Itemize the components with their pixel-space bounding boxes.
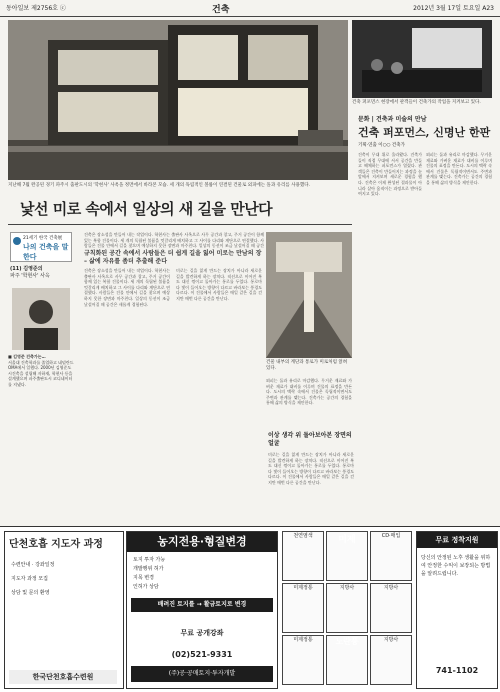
interior-photo bbox=[266, 232, 352, 358]
ad2-row: 인허가 상담 bbox=[133, 584, 159, 590]
side-section-label: 문화 | 건축과 미술의 만남 bbox=[358, 116, 427, 123]
ad1-item: 수련안내 · 강좌일정 bbox=[11, 562, 55, 568]
side-headline: 건축 퍼포먼스, 신명난 한판 bbox=[358, 126, 491, 139]
author-number: (11) 김영준의 bbox=[10, 266, 43, 272]
bio-block bbox=[8, 354, 74, 387]
ad2-sub: 무료 공개강좌 bbox=[180, 629, 224, 637]
ad2-phone: (02)521-9331 bbox=[171, 650, 233, 659]
building-photo bbox=[8, 20, 348, 180]
ad-retire[interactable] bbox=[416, 531, 498, 689]
masthead-left: 동아일보 제2756호 ⓒ bbox=[6, 5, 66, 12]
side-body-col1: 건축이 무대 위로 올라왔다. 건축가들이 직접 무대에 서서 공간을 만들고 해체하는 퍼포먼스가 열렸다. 관객들은 건축이 만들어지는 과정을 눈앞에서 지켜보며 새로운 경험을 했다. 건축은 이제 완성된 결과물이 아니라 살아 움직이는 과정으로 받아들여지고 있다. bbox=[358, 152, 422, 197]
building-illustration bbox=[8, 20, 348, 180]
tile[interactable]: 지방사 bbox=[370, 635, 412, 685]
ad-tiles bbox=[282, 531, 412, 687]
badge-top: 21세기 한국 건축展 bbox=[23, 236, 63, 241]
main-headline: 낯선 미로 속에서 일상의 새 길을 만난다 bbox=[20, 200, 273, 218]
badge-circle-icon bbox=[13, 237, 21, 245]
performance-illustration bbox=[352, 20, 492, 98]
ad4-phone: 741-1102 bbox=[435, 666, 479, 675]
ad1-footer: 한국단천호흡수련원 bbox=[9, 670, 117, 684]
performance-photo bbox=[352, 20, 492, 98]
badge-main: 나의 건축을 말한다 bbox=[23, 243, 69, 261]
tile[interactable]: 미제정통 bbox=[282, 583, 324, 633]
tile[interactable]: 지방사 bbox=[326, 583, 368, 633]
masthead-date: 2012년 3월 17일 토요일 A23 bbox=[413, 5, 494, 12]
side-byline: 기획·연출 이○○ 건축가 bbox=[358, 143, 405, 148]
side-body-col2: 외피는 돌과 유리로 마감했다. 무거운 재료와 가벼운 재료가 대비를 이루며 건물의 표정을 만든다. 도시의 맥락 속에서 건물은 독립적이면서도 주변과 관계를 맺는다. 건축가는 공간의 경험을 통해 삶의 방식을 제안한다. bbox=[426, 152, 492, 185]
ad1-item: 지도자 과정 모집 bbox=[11, 576, 48, 582]
bio-heading: ■ 김영준 건축가는… bbox=[8, 354, 46, 359]
tile[interactable]: 미제 bbox=[326, 531, 368, 581]
body-col4: 미로는 길을 잃게 만드는 장치가 아니라 새로운 길을 발견하게 하는 장치다. 직선으로 이어진 복도 대신 꺾이고 돌아가는 통로를 두었다. 통로마다 빛이 들어오는 방향이 다르고 바라보는 풍경도 다르다. 이 건물에서 사람들은 매일 같은 길을 걷지만 매번 다른 공간을 만난다. bbox=[268, 452, 354, 485]
ad-breathing[interactable] bbox=[4, 531, 124, 689]
ad4-title: 무료 정착지원 bbox=[417, 532, 497, 548]
author-block bbox=[10, 266, 80, 280]
ad2-row: 토지 투자 가능 bbox=[133, 557, 166, 563]
body-intro: 건축은 장소성을 만들어 내는 작업이다. 학현사는 출판사 사옥으로 사무 공간과 창고, 주거 공간이 함께 있는 복합 건물이다. 세 개의 독립된 볼륨을 엇갈리게 배치하고 그 사이를 다리와 계단으로 연결했다. 사람들은 건물 안에서 길을 찾으며 예상하지 못한 장면과 마주친다. 일상의 동선이 조금 낯설어질 때 공간 bbox=[84, 232, 264, 248]
ad1-title: 단천호흡 지도자 과정 bbox=[9, 539, 103, 550]
body-col1: 건축은 장소성을 만들어 내는 작업이다. 학현사는 출판사 사옥으로 사무 공간과 창고, 주거 공간이 함께 있는 복합 건물이다. 세 개의 독립된 볼륨을 엇갈리게 배치하고 그 사이를 다리와 계단으로 연결했다. 사람들은 건물 안에서 길을 찾으며 예상하지 못한 장면과 마주친다. 일상의 동선이 조금 낯설어질 때 공간은 새롭게 경험된다. bbox=[84, 268, 170, 307]
ad-section bbox=[0, 526, 500, 692]
body-col3: 외피는 돌과 유리로 마감했다. 무거운 재료와 가벼운 재료가 대비를 이루며 건물의 표정을 만든다. 도시의 맥락 속에서 건물은 독립적이면서도 주변과 관계를 맺는다. 건축가는 공간의 경험을 통해 삶의 방식을 제안한다. bbox=[266, 378, 352, 406]
interior-illustration bbox=[266, 232, 352, 358]
tile[interactable]: 노란풍 bbox=[326, 635, 368, 685]
performance-caption: 건축 퍼포먼스 현장에서 관객들이 건축가의 작업을 지켜보고 있다. bbox=[352, 100, 481, 105]
main-photo-caption: 지난해 7월 완공된 경기 파주시 출판도시의 '학현사' 사옥을 정면에서 바라본 모습. 세 개의 독립적인 볼륨이 연결된 건물로 외피에는 돌과 유리를 사용했다. bbox=[8, 183, 310, 188]
tile[interactable]: CD·매입 bbox=[370, 531, 412, 581]
ad-land[interactable] bbox=[126, 531, 278, 689]
section-title: 건축 bbox=[212, 5, 230, 15]
tile[interactable]: 천연염색 bbox=[282, 531, 324, 581]
architect-portrait bbox=[12, 288, 70, 350]
ad2-row: 지목 변경 bbox=[133, 575, 154, 581]
ad1-item: 상담 및 문의 환영 bbox=[11, 590, 50, 596]
portrait-illustration bbox=[12, 288, 70, 350]
side-title2: 이상 생각 위 돌아보아본 장면의 얼굴 bbox=[268, 432, 352, 447]
ad4-text: 당신의 안정된 노후 생활을 위하여 안정한 수익이 보장되는 방법을 알려드립니다. bbox=[421, 555, 491, 577]
body-col2: 미로는 길을 잃게 만드는 장치가 아니라 새로운 길을 발견하게 하는 장치다. 직선으로 이어진 복도 대신 꺾이고 돌아가는 통로를 두었다. 통로마다 빛이 들어오는 방향이 다르고 바라보는 풍경도 다르다. 이 건물에서 사람들은 매일 같은 길을 걷지만 매번 다른 공간을 만난다. bbox=[176, 268, 262, 301]
ad2-rows bbox=[133, 556, 165, 592]
masthead bbox=[0, 0, 500, 17]
bio-text: 서울대 건축학과를 졸업하고 네덜란드 OMA에서 일했다. 2000년 김영준도시건축을 설립해 자하재, 학현사 등을 설계했으며 파주출판도시 코디네이터를 지냈다. bbox=[8, 359, 74, 387]
pull-quote: 규칙화된 공간 속에서 사람들은 더 쉽게 길을 잃어 미로는 만남의 장 – 삶에 자유를 좀더 추출해 준다 bbox=[84, 250, 262, 265]
ad2-title: 농지전용·형질변경 bbox=[127, 532, 277, 552]
ad2-company: (주)공·공매토지·투자개발 bbox=[131, 666, 273, 682]
series-badge bbox=[10, 232, 72, 262]
ad1-items bbox=[11, 558, 54, 600]
ad2-row: 개발행위 허가 bbox=[133, 566, 164, 572]
tile[interactable]: 지방사 bbox=[370, 583, 412, 633]
interior-caption: 건물 내부의 계단과 통로가 미로처럼 얽혀 있다. bbox=[266, 360, 348, 371]
ad2-banner: 배려진 토지를 → 활금토지로 변경 bbox=[131, 598, 273, 612]
author-work: 파주 '학현사' 사옥 bbox=[10, 273, 50, 279]
tile[interactable]: 미제정통 bbox=[282, 635, 324, 685]
headline-rule bbox=[8, 224, 352, 225]
